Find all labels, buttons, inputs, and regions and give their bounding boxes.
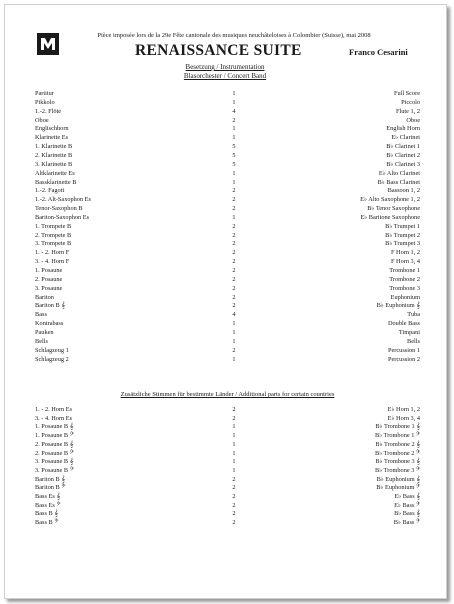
instrument-name-en: Timpani <box>398 328 420 336</box>
instrument-quantity: 5 <box>232 160 236 168</box>
score-page <box>4 4 447 599</box>
instrument-row <box>35 338 420 346</box>
instrument-row <box>35 502 420 510</box>
instrument-name-de: Bells <box>35 337 48 345</box>
instrument-row <box>35 432 420 440</box>
instrument-row <box>35 161 420 169</box>
instrument-name-en: E♭ Alto Saxophone 1, 2 <box>360 196 420 204</box>
besetzung-heading: Besetzung / Instrumentation <box>185 63 265 71</box>
instrument-row <box>35 196 420 204</box>
instrument-quantity: 1 <box>232 466 236 474</box>
instrument-row <box>35 258 420 266</box>
instrument-quantity: 2 <box>232 116 236 124</box>
instrument-name-en: Euphonium <box>390 293 420 301</box>
instrument-quantity: 5 <box>232 151 236 159</box>
additional-parts-heading: Zusätzliche Stimmen für bestimmte Länder / Additional parts for certain countries <box>120 391 335 398</box>
instrument-name-de: Schlagzeug 2 <box>35 355 69 363</box>
instrument-quantity: 1 <box>232 134 236 142</box>
instrument-quantity: 1 <box>232 178 236 186</box>
page-title: RENAISSANCE SUITE <box>135 42 302 59</box>
instrument-name-en: B♭ Clarinet 1 <box>386 143 420 151</box>
instrument-name-de: 2. Posaune B 𝄞 <box>35 440 74 448</box>
instrument-quantity: 2 <box>232 484 236 492</box>
instrument-row <box>35 240 420 248</box>
instrument-name-en: B♭ Trombone 2 𝄢 <box>375 449 420 457</box>
instrument-quantity: 2 <box>232 222 236 230</box>
instrument-name-de: Bass <box>35 311 47 319</box>
instrument-quantity: 1 <box>232 169 236 177</box>
instrument-name-en: F Horn 3, 4 <box>390 258 420 266</box>
instrument-name-de: Altklarinette Es <box>35 169 75 177</box>
composer-name: Franco Cesarini <box>349 47 408 57</box>
instrument-name-de: 1. Klarinette B <box>35 143 73 151</box>
instrument-name-en: B♭ Trumpet 3 <box>385 240 420 248</box>
instrument-quantity: 1 <box>232 423 236 431</box>
instrument-quantity: 4 <box>232 107 236 115</box>
instrument-quantity: 2 <box>232 406 236 413</box>
instrument-name-de: 3. Posaune B 𝄞 <box>35 458 74 466</box>
instrument-name-de: 1. - 2. Horn F <box>35 249 70 257</box>
instrument-row <box>35 450 420 458</box>
instrument-row <box>35 170 420 178</box>
publisher-logo-icon <box>37 33 59 55</box>
instrument-quantity: 2 <box>232 258 236 266</box>
instrument-quantity: 2 <box>232 231 236 239</box>
instrument-quantity: 2 <box>232 519 236 527</box>
instrument-name-de: Pikkolo <box>35 98 55 106</box>
instrument-row <box>35 423 420 431</box>
instrument-name-en: Bassoon 1, 2 <box>387 187 420 195</box>
instrument-name-en: E♭ Horn 1, 2 <box>387 406 420 413</box>
instrument-quantity: 2 <box>232 414 236 422</box>
instrument-row <box>35 441 420 449</box>
instrument-name-en: B♭ Euphonium 𝄢 <box>376 484 420 492</box>
instrument-row <box>35 320 420 328</box>
instrument-name-en: Flute 1, 2 <box>396 107 420 115</box>
instrument-name-en: B♭ Clarinet 3 <box>386 160 420 168</box>
instrument-name-de: 3. Posaune B 𝄢 <box>35 466 74 474</box>
instrument-name-en: Piccolo <box>401 98 420 106</box>
instrument-row <box>35 415 420 423</box>
instrument-quantity: 2 <box>232 187 236 195</box>
instrument-name-en: E♭ Alto Clarinet <box>378 169 420 177</box>
instrument-quantity: 2 <box>232 205 236 213</box>
instrument-name-de: Klarinette Es <box>35 134 69 142</box>
instrument-name-de: Bariton-Saxophon Es <box>35 213 90 221</box>
instrument-name-de: Englischhorn <box>35 125 69 133</box>
instrument-row <box>35 406 420 414</box>
instrument-quantity: 4 <box>232 311 236 319</box>
instrument-name-en: B♭ Trombone 2 𝄞 <box>375 440 420 448</box>
instrument-name-en: E♭ Horn 3, 4 <box>387 414 420 422</box>
instrument-quantity: 1 <box>232 328 236 336</box>
instrument-name-de: 3. Trompete B <box>35 240 72 248</box>
instrument-name-en: Bells <box>407 337 420 345</box>
instrument-name-en: Tuba <box>407 311 420 319</box>
instrument-name-en: E♭ Baritone Saxophone <box>360 213 420 221</box>
instrument-name-en: Trombone 1 <box>389 267 420 274</box>
instrument-quantity: 2 <box>232 275 236 283</box>
instrument-quantity: 2 <box>232 249 236 257</box>
instrument-row <box>35 117 420 125</box>
instrument-name-en: B♭ Clarinet 2 <box>386 151 420 159</box>
instrument-name-de: 2. Posaune B 𝄢 <box>35 449 74 457</box>
instrument-name-de: 1.-2. Flöte <box>35 107 62 115</box>
instrument-row <box>35 187 420 195</box>
instrument-name-de: 1. - 2. Horn Es <box>35 406 73 413</box>
instrument-name-en: B♭ Bass Clarinet <box>377 178 420 186</box>
instrument-row <box>35 285 420 293</box>
instrument-quantity: 2 <box>232 501 236 509</box>
instrument-name-de: 2. Klarinette B <box>35 151 73 159</box>
instrument-quantity: 1 <box>232 337 236 345</box>
instrument-quantity: 2 <box>232 293 236 301</box>
instrument-quantity: 1 <box>232 440 236 448</box>
instrument-name-en: B♭ Trumpet 1 <box>385 222 420 230</box>
instrument-name-en: Double Bass <box>387 320 420 328</box>
instrument-quantity: 2 <box>232 196 236 204</box>
instrument-row <box>35 267 420 275</box>
instrument-name-en: Trombone 2 <box>389 275 420 283</box>
instrument-name-de: 1. Posaune B 𝄞 <box>35 423 74 431</box>
instrument-name-en: B♭ Trumpet 2 <box>385 231 420 239</box>
instrument-row <box>35 294 420 302</box>
instrument-name-de: 3. Posaune <box>35 284 63 292</box>
instrument-row <box>35 510 420 518</box>
instrument-name-en: B♭ Bass 𝄢 <box>393 519 420 527</box>
instrument-row <box>35 458 420 466</box>
instrument-row <box>35 347 420 355</box>
instrument-quantity: 1 <box>232 125 236 133</box>
instrument-row <box>35 179 420 187</box>
instrument-row <box>35 467 420 475</box>
instrument-name-de: Bariton <box>35 293 54 301</box>
instrument-name-de: Partitur <box>35 90 54 97</box>
instrument-name-en: E♭ Bass 𝄢 <box>394 501 420 509</box>
instrument-quantity: 1 <box>232 98 236 106</box>
instrument-row <box>35 356 420 364</box>
instrument-name-de: Bariton B 𝄞 <box>35 302 65 310</box>
instrument-quantity: 2 <box>232 267 236 274</box>
instrument-name-en: B♭ Trombone 1 𝄞 <box>375 423 420 431</box>
instrument-quantity: 1 <box>232 449 236 457</box>
instrument-name-en: F Horn 1, 2 <box>390 249 420 257</box>
instrument-name-en: Oboe <box>406 116 420 124</box>
instrument-name-de: Oboe <box>35 116 49 124</box>
instrument-quantity: 2 <box>232 284 236 292</box>
instrument-row <box>35 302 420 310</box>
instrument-name-de: Bassklarinette B <box>35 178 77 186</box>
instrument-name-en: E♭ Clarinet <box>391 134 420 142</box>
instrument-quantity: 1 <box>232 213 236 221</box>
instrument-name-de: 1.-2. Fagott <box>35 187 65 195</box>
instrument-name-de: 3. - 4. Horn Es <box>35 414 73 422</box>
instrument-quantity: 1 <box>232 432 236 440</box>
instrument-row <box>35 484 420 492</box>
instrument-name-de: 1. Posaune B 𝄢 <box>35 432 74 440</box>
instrument-name-en: Full Score <box>393 90 420 97</box>
instrument-row <box>35 152 420 160</box>
instrument-quantity: 1 <box>232 355 236 363</box>
instrument-row <box>35 476 420 484</box>
instrument-row <box>35 205 420 213</box>
instrument-row <box>35 493 420 501</box>
instrument-quantity: 2 <box>232 240 236 248</box>
instrument-name-de: 1.-2. Alt-Saxophon Es <box>35 196 91 204</box>
instrument-quantity: 2 <box>232 475 236 483</box>
instrument-name-de: Kontrabass <box>35 320 64 328</box>
instrument-quantity: 2 <box>232 493 236 500</box>
instrument-name-de: 1. Trompete B <box>35 222 72 230</box>
instrument-name-en: English Horn <box>386 125 420 133</box>
instrument-name-en: B♭ Trombone 3 𝄢 <box>375 466 420 474</box>
instrument-row <box>35 329 420 337</box>
instrument-name-en: Percussion 1 <box>387 346 420 354</box>
instrument-row <box>35 125 420 133</box>
instrument-row <box>35 223 420 231</box>
band-heading: Blasorchester / Concert Band <box>183 72 267 80</box>
instrument-name-de: Bass B 𝄞 <box>35 510 58 518</box>
instrument-name-de: 3. Klarinette B <box>35 160 73 168</box>
instrument-name-de: Bass B 𝄢 <box>35 519 59 527</box>
instrument-name-de: 1. Posaune <box>35 267 63 274</box>
instrument-row <box>35 214 420 222</box>
instrument-name-de: Bass Es 𝄞 <box>35 493 61 500</box>
instrument-name-de: 2. Posaune <box>35 275 63 283</box>
instrument-name-de: 2. Trompete B <box>35 231 72 239</box>
instrument-quantity: 1 <box>232 458 236 466</box>
instrument-name-en: Trombone 3 <box>389 284 420 292</box>
instrument-name-en: Percussion 2 <box>387 355 420 363</box>
instrument-row <box>35 90 420 98</box>
instrument-row <box>35 311 420 319</box>
instrument-name-en: B♭ Trombone 1 𝄢 <box>375 432 420 440</box>
instrument-row <box>35 143 420 151</box>
instrument-name-de: Bariton B 𝄢 <box>35 484 66 492</box>
instrument-row <box>35 232 420 240</box>
instrument-row <box>35 134 420 142</box>
instrument-name-de: Tenor-Saxophon B <box>35 205 83 213</box>
instrument-name-de: Schlagzeug 1 <box>35 346 69 354</box>
instrument-quantity: 2 <box>232 302 236 310</box>
instrument-quantity: 1 <box>232 90 236 97</box>
instrument-name-en: B♭ Tenor Saxophone <box>367 205 420 213</box>
imposed-line: Pièce imposée lors de la 29e Fête cantonale des musiques neuchâteloises à Colombier (Suisse), mai 2008 <box>97 32 371 39</box>
instrument-row <box>35 276 420 284</box>
instrument-row <box>35 249 420 257</box>
instrument-quantity: 2 <box>232 510 236 518</box>
instrument-row <box>35 108 420 116</box>
instrument-quantity: 1 <box>232 320 236 328</box>
instrument-name-en: B♭ Euphonium 𝄞 <box>376 302 420 310</box>
instrument-name-de: Bass Es 𝄢 <box>35 501 61 509</box>
instrument-name-en: B♭ Euphonium 𝄞 <box>376 475 420 483</box>
instrument-row <box>35 99 420 107</box>
instrument-name-en: B♭ Trombone 3 𝄞 <box>375 458 420 466</box>
instrument-row <box>35 519 420 527</box>
instrument-name-de: Pauken <box>35 328 54 336</box>
instrument-name-en: E♭ Bass 𝄞 <box>394 493 420 500</box>
instrument-name-de: Bariton B 𝄞 <box>35 475 65 483</box>
instrument-quantity: 5 <box>232 143 236 151</box>
instrument-quantity: 2 <box>232 346 236 354</box>
instrument-name-en: B♭ Bass 𝄞 <box>394 510 420 518</box>
instrument-name-de: 3. - 4. Horn F <box>35 258 70 266</box>
